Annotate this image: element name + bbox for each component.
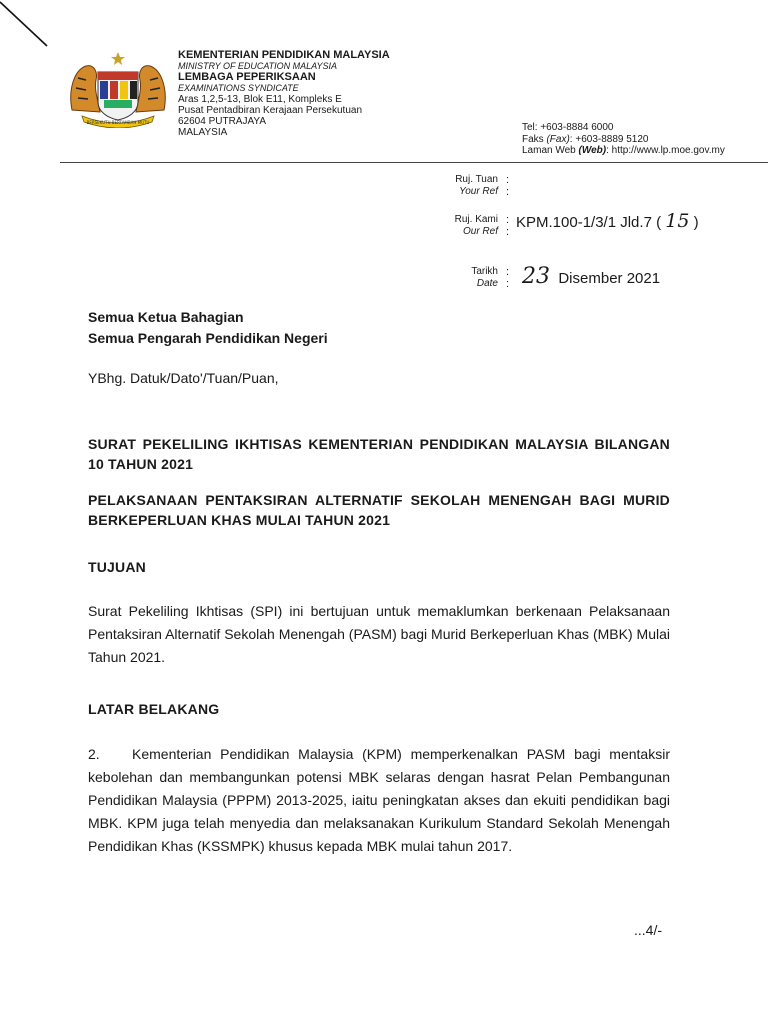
- board-name-en: EXAMINATIONS SYNDICATE: [178, 83, 299, 93]
- address-line-2: Pusat Pentadbiran Kerajaan Persekutuan: [178, 105, 363, 116]
- fax: Faks (Fax): +603-8889 5120: [522, 133, 649, 145]
- address-line-1: Aras 1,2,5-13, Blok E11, Kompleks E: [178, 94, 342, 105]
- telephone: Tel: +603-8884 6000: [522, 122, 614, 133]
- letterhead-organization: [178, 50, 390, 138]
- purpose-paragraph: Surat Pekeliling Ikhtisas (SPI) ini bertujuan untuk memaklumkan berkenaan Pelaksanaan Pentaksiran Alternatif Sekolah Menengah (PASM) bagi Murid Berkeperluan Khas (MBK) Mulai Tahun 2021.: [88, 603, 670, 665]
- recipient-1: Semua Ketua Bahagian: [88, 309, 244, 325]
- salutation: YBhg. Datuk/Dato'/Tuan/Puan,: [88, 370, 279, 386]
- our-ref-colon: : :: [506, 214, 510, 238]
- recipient-2: Semua Pengarah Pendidikan Negeri: [88, 330, 328, 346]
- handwritten-date-day: 23: [522, 264, 550, 289]
- your-ref-colon: : :: [506, 174, 510, 198]
- recipients: [88, 307, 328, 349]
- address-line-4: MALAYSIA: [178, 127, 228, 138]
- header-divider: [60, 162, 768, 163]
- our-ref-value: KPM.100-1/3/1 Jld.7 ( 15 ): [516, 210, 699, 232]
- address-line-3: 62604 PUTRAJAYA: [178, 116, 267, 127]
- page-continuation: ...4/-: [634, 922, 663, 938]
- handwritten-ref-number: 15: [665, 210, 690, 232]
- ministry-name-en: MINISTRY OF EDUCATION MALAYSIA: [178, 61, 338, 71]
- coat-of-arms-logo: [64, 50, 172, 128]
- section-heading-purpose: TUJUAN: [88, 559, 146, 575]
- paragraph-2: [88, 743, 670, 858]
- circular-title: SURAT PEKELILING IKHTISAS KEMENTERIAN PENDIDIKAN MALAYSIA BILANGAN 10 TAHUN 2021: [88, 436, 670, 472]
- letterhead-contact: [522, 122, 725, 157]
- paragraph-2-text: Kementerian Pendidikan Malaysia (KPM) memperkenalkan PASM bagi mentaksir kebolehan dan membangunkan potensi MBK selaras dengan hasrat Pelan Pembangunan Pendidikan Malaysia (PPPM) 2013-2025, iaitu peningkatan akses dan ekuiti pendidikan bagi MBK. KPM juga telah menyedia dan melaksanakan Kurikulum Standard Sekolah Menengah Pendidikan Khas (KSSMPK) khusus kepada MBK mulai tahun 2017.: [88, 746, 670, 854]
- ministry-name-ms: KEMENTERIAN PENDIDIKAN MALAYSIA: [178, 49, 390, 61]
- paragraph-number: 2.: [88, 746, 100, 762]
- board-name-ms: LEMBAGA PEPERIKSAAN: [178, 71, 316, 83]
- scan-corner-mark: [0, 0, 60, 60]
- date-colon: : :: [506, 266, 510, 290]
- date-label: Tarikh Date: [471, 266, 498, 289]
- date-value: 23 Disember 2021: [522, 264, 661, 289]
- crest-banner-text: BERSEKUTU BERTAMBAH MUTU: [86, 120, 150, 125]
- website: Laman Web (Web): http://www.lp.moe.gov.my: [522, 145, 725, 156]
- section-heading-background: LATAR BELAKANG: [88, 701, 220, 717]
- subject-heading: PELAKSANAAN PENTAKSIRAN ALTERNATIF SEKOLAH MENENGAH BAGI MURID BERKEPERLUAN KHAS MULAI TAHUN 2021: [88, 492, 670, 528]
- our-ref-label: Ruj. Kami Our Ref: [454, 214, 498, 237]
- your-ref-label: Ruj. Tuan Your Ref: [455, 174, 498, 197]
